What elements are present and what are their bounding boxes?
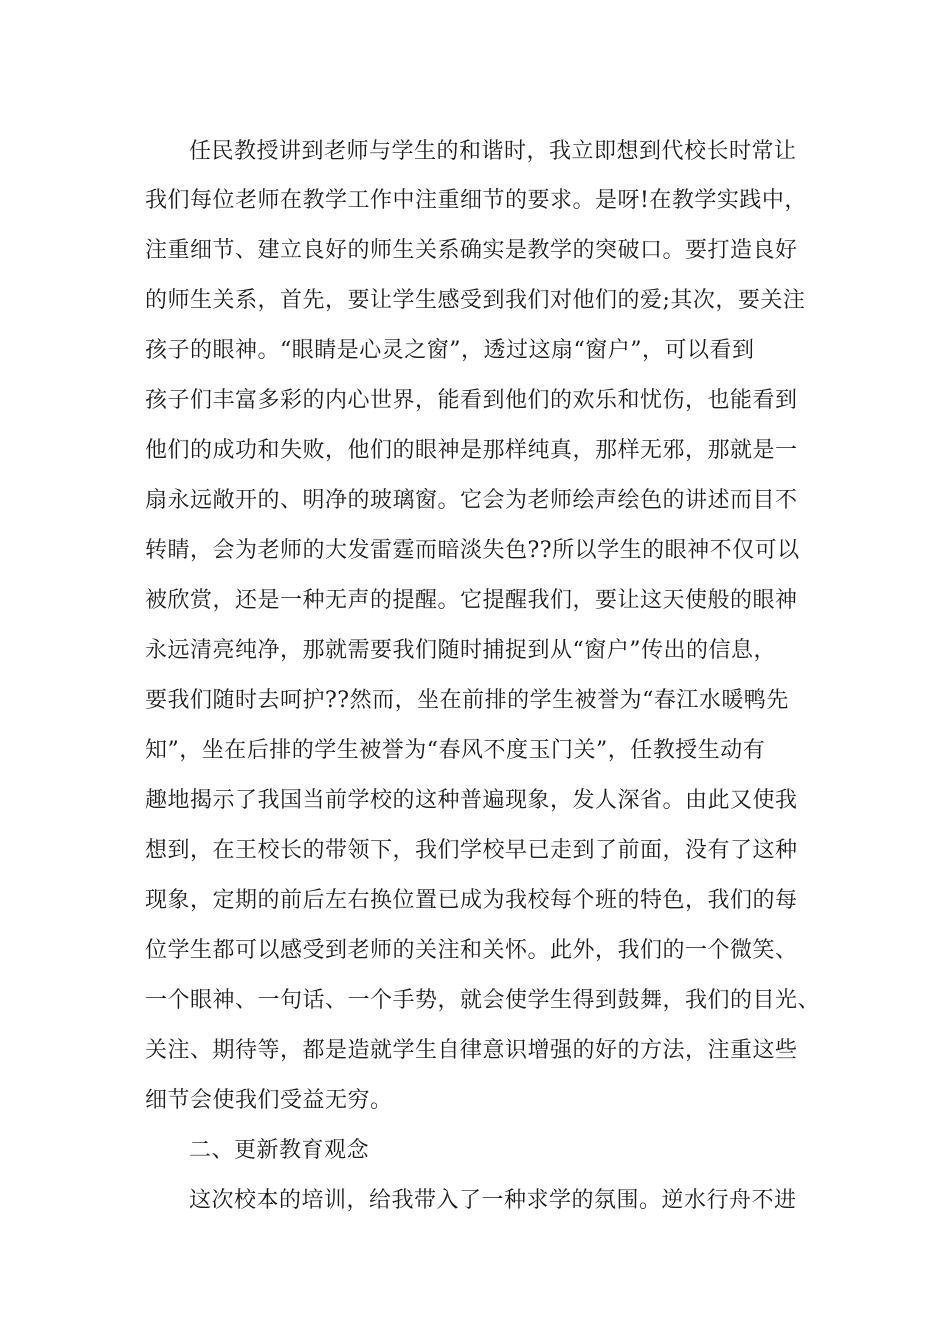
paragraph-1-line-5: 孩子的眼神。“眼睛是心灵之窗”，透过这扇“窗户”，可以看到: [145, 338, 755, 363]
paragraph-1-line-4: 的师生关系，首先，要让学生感受到我们对他们的爱;其次，要关注: [145, 288, 806, 313]
paragraph-2-line-1: 这次校本的培训，给我带入了一种求学的氛围。逆水行舟不进: [189, 1188, 797, 1213]
paragraph-1-line-2: 我们每位老师在教学工作中注重细节的要求。是呀!在教学实践中，: [145, 188, 807, 213]
paragraph-1-line-18: 一个眼神、一句话、一个手势，就会使学生得到鼓舞，我们的目光、: [145, 988, 821, 1013]
paragraph-1-line-14: 趣地揭示了我国当前学校的这种普遍现象，发人深省。由此又使我: [145, 788, 798, 813]
paragraph-1-line-6: 孩子们丰富多彩的内心世界，能看到他们的欢乐和忧伤，也能看到: [145, 388, 798, 413]
paragraph-1-line-9: 转睛，会为老师的大发雷霆而暗淡失色??所以学生的眼神不仅可以: [145, 538, 800, 563]
paragraph-1-line-19: 关注、期待等，都是造就学生自律意识增强的好的方法，注重这些: [145, 1038, 798, 1063]
paragraph-1-line-13: 知”，坐在后排的学生被誉为“春风不度玉门关”，任教授生动有: [145, 738, 766, 763]
paragraph-1-line-20: 细节会使我们受益无穷。: [145, 1088, 393, 1113]
paragraph-1-line-3: 注重细节、建立良好的师生关系确实是教学的突破口。要打造良好: [145, 238, 798, 263]
paragraph-1-line-11: 永远清亮纯净，那就需要我们随时捕捉到从“窗户”传出的信息，: [145, 638, 776, 663]
paragraph-1-line-1: 任民教授讲到老师与学生的和谐时，我立即想到代校长时常让: [189, 139, 797, 164]
section-heading: 二、更新教育观念: [189, 1138, 370, 1163]
paragraph-1-line-8: 扇永远敞开的、明净的玻璃窗。它会为老师绘声绘色的讲述而目不: [145, 488, 798, 513]
paragraph-1-line-10: 被欣赏，还是一种无声的提醒。它提醒我们，要让这天使般的眼神: [145, 588, 798, 613]
paragraph-1-line-17: 位学生都可以感受到老师的关注和关怀。此外，我们的一个微笑、: [145, 938, 798, 963]
paragraph-1-line-7: 他们的成功和失败，他们的眼神是那样纯真，那样无邪，那就是一: [145, 438, 798, 463]
paragraph-1-line-15: 想到，在王校长的带领下，我们学校早已走到了前面，没有了这种: [145, 838, 798, 863]
paragraph-1-line-16: 现象，定期的前后左右换位置已成为我校每个班的特色，我们的每: [145, 888, 798, 913]
paragraph-1-line-12: 要我们随时去呵护??然而，坐在前排的学生被誉为“春江水暖鸭先: [145, 688, 789, 713]
